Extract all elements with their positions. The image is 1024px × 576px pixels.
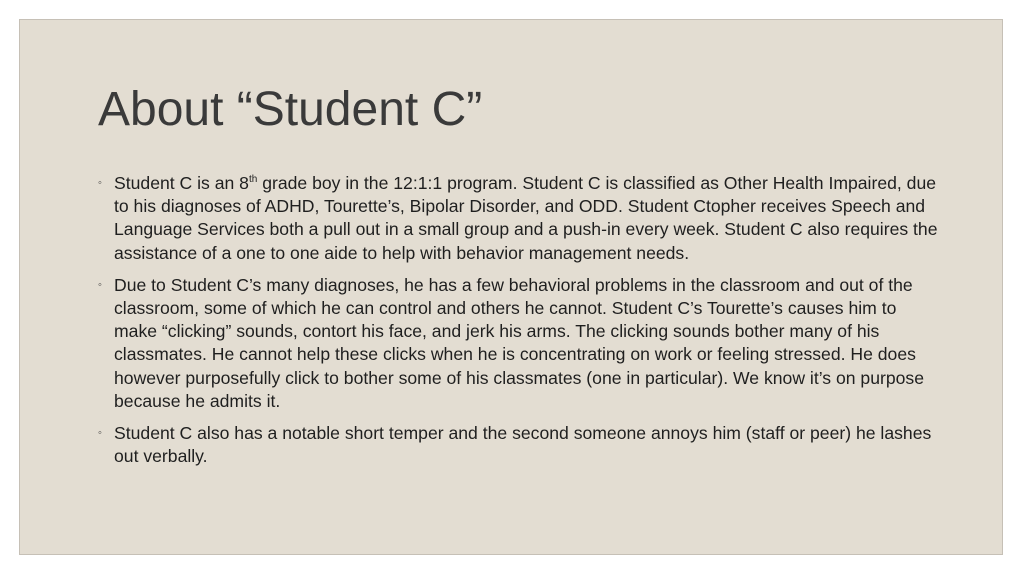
slide-title: About “Student C” xyxy=(98,83,483,136)
bullet-circle-icon: ◦ xyxy=(98,177,102,189)
bullet-item xyxy=(98,422,938,468)
bullet-text: Student C also has a notable short temper and the second someone annoys him (staff or peer) he lashes out verbally. xyxy=(114,423,932,467)
bullet-list xyxy=(98,172,938,477)
bullet-text-pre: Student C is an 8 xyxy=(114,173,249,193)
bullet-circle-icon: ◦ xyxy=(98,278,102,291)
bullet-item xyxy=(98,274,938,413)
ordinal-superscript: th xyxy=(248,174,258,186)
bullet-circle-icon: ◦ xyxy=(98,427,102,440)
bullet-item xyxy=(98,172,938,265)
bullet-text: Due to Student C’s many diagnoses, he has a few behavioral problems in the classroom and out of the classroom, some of which he can control and others he cannot. Student C’s Tourette’s causes him to make “clicking” sounds, contort his face, and jerk his arms. The clicking sounds bother many of his classmates. He cannot help these clicks when he is concentrating on work or feeling stressed. He does however purposefully click to bother some of his classmates (one in particular). We know it’s on purpose because he admits it. xyxy=(114,274,925,411)
bullet-text-post: grade boy in the 12:1:1 program. Student C is classified as Other Health Impaired, due to his diagnoses of ADHD, Tourette’s, Bipolar Disorder, and ODD. Student Ctopher receives Speech and Language Services both a pull out in a small group and a push-in every week. Student C also requires the assistance of a one to one aide to help with behavior management needs. xyxy=(114,173,938,263)
slide xyxy=(19,19,1003,555)
